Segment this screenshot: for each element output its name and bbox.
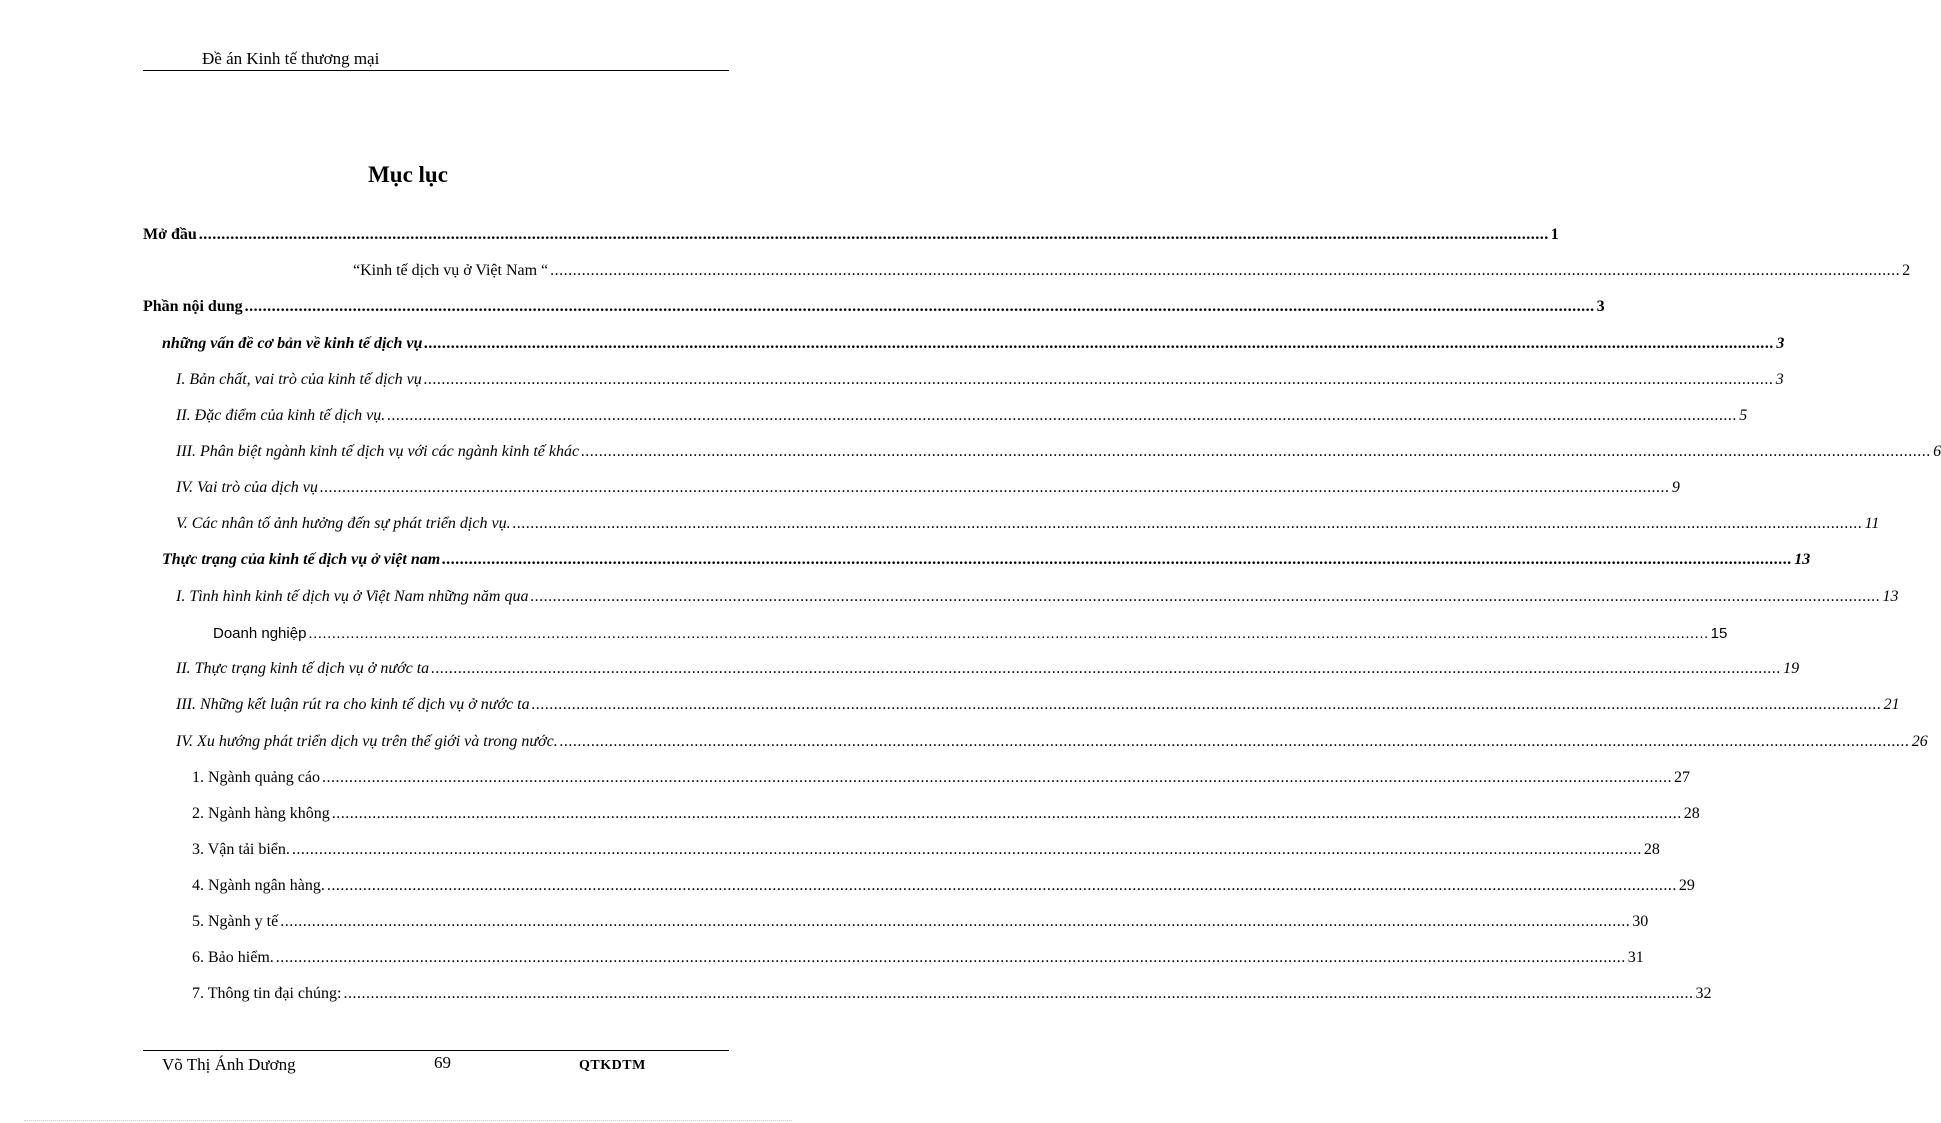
- toc-entry: [192, 949, 1644, 967]
- toc-leader-dots: ............................................................................................................................................................................................................................................................................................................: [431, 660, 1782, 677]
- toc-entry-label: 7. Thông tin đại chúng:: [192, 985, 342, 1002]
- toc-entry: [192, 877, 1695, 895]
- toc-entry: [176, 696, 1900, 714]
- toc-leader-dots: ............................................................................................................................................................................................................................................................................................................: [291, 841, 1642, 858]
- toc-entry: [176, 479, 1680, 497]
- toc-leader-dots: ............................................................................................................................................................................................................................................................................................................: [343, 985, 1694, 1002]
- toc-leader-dots: ............................................................................................................................................................................................................................................................................................................: [280, 913, 1631, 930]
- toc-leader-dots: ............................................................................................................................................................................................................................................................................................................: [550, 262, 1901, 279]
- toc-leader-dots: ............................................................................................................................................................................................................................................................................................................: [198, 226, 1549, 243]
- toc-leader-dots: ............................................................................................................................................................................................................................................................................................................: [581, 443, 1932, 460]
- toc-entry: [176, 407, 1748, 425]
- toc-entry: [353, 262, 1911, 280]
- toc-entry: [192, 805, 1700, 823]
- toc-entry-label: I. Tình hình kinh tế dịch vụ ở Việt Nam những năm qua: [176, 588, 529, 605]
- toc-entry-label: “Kinh tế dịch vụ ở Việt Nam “: [353, 262, 549, 279]
- toc-entry-page: 13: [1882, 588, 1899, 605]
- toc-entry-page: 9: [1671, 479, 1680, 496]
- toc-entry-page: 21: [1883, 696, 1900, 713]
- toc-entry-page: 32: [1695, 985, 1712, 1002]
- toc-entry-label: 5. Ngành y tế: [192, 913, 279, 930]
- toc-entry: [192, 985, 1712, 1003]
- footer-rule: [143, 1050, 729, 1051]
- toc-entry-page: 11: [1864, 515, 1880, 532]
- toc-entry-label: 1. Ngành quảng cáo: [192, 769, 320, 786]
- toc-title: Mục lục: [368, 162, 448, 187]
- toc-entry-label: những vấn đề cơ bản về kinh tế dịch vụ: [162, 335, 423, 352]
- toc-entry: [143, 298, 1605, 316]
- toc-leader-dots: ............................................................................................................................................................................................................................................................................................................: [331, 805, 1682, 822]
- toc-entry-label: 3. Vận tải biển.: [192, 841, 290, 858]
- toc-entry: [176, 443, 1941, 461]
- footer-page-number: 69: [434, 1053, 451, 1072]
- toc-entry: [143, 226, 1559, 244]
- toc-entry: [176, 588, 1899, 606]
- toc-entry: [176, 733, 1928, 751]
- toc-entry-page: 3: [1775, 371, 1784, 388]
- footer-author: Võ Thị Ánh Dương: [162, 1055, 296, 1074]
- toc-leader-dots: ............................................................................................................................................................................................................................................................................................................: [326, 877, 1677, 894]
- toc-entry-label: 6. Bảo hiểm.: [192, 949, 274, 966]
- toc-entry-page: 31: [1627, 949, 1644, 966]
- toc-entry: [213, 625, 1728, 642]
- toc-entry-label: V. Các nhân tố ảnh hưởng đến sự phát triển dịch vụ.: [176, 515, 511, 532]
- toc-entry-label: III. Những kết luận rút ra cho kinh tế dịch vụ ở nước ta: [176, 696, 530, 713]
- toc-entry-page: 15: [1710, 625, 1728, 642]
- toc-leader-dots: ............................................................................................................................................................................................................................................................................................................: [423, 371, 1774, 388]
- toc-entry-page: 1: [1550, 226, 1559, 243]
- toc-entry-page: 3: [1776, 335, 1785, 352]
- toc-entry: [176, 371, 1784, 389]
- toc-leader-dots: ............................................................................................................................................................................................................................................................................................................: [275, 949, 1626, 966]
- toc-entry: [192, 769, 1690, 787]
- toc-entry: [176, 515, 1880, 533]
- toc-entry-label: 4. Ngành ngân hàng.: [192, 877, 325, 894]
- toc-entry-label: Thực trạng của kinh tế dịch vụ ở việt nam: [162, 551, 441, 568]
- toc-entry-page: 26: [1911, 733, 1928, 750]
- toc-entry-page: 6: [1933, 443, 1941, 460]
- toc-leader-dots: ............................................................................................................................................................................................................................................................................................................: [244, 298, 1595, 315]
- toc-entry-label: III. Phân biệt ngành kinh tế dịch vụ với các ngành kinh tế khác: [176, 443, 580, 460]
- toc-leader-dots: ............................................................................................................................................................................................................................................................................................................: [512, 515, 1863, 532]
- toc-entry-page: 28: [1643, 841, 1660, 858]
- toc-entry-label: Phần nội dung: [143, 298, 243, 315]
- header-rule: [143, 70, 729, 71]
- toc-leader-dots: ............................................................................................................................................................................................................................................................................................................: [321, 769, 1672, 786]
- toc-entry-page: 30: [1632, 913, 1649, 930]
- toc-entry-label: IV. Xu hướng phát triển dịch vụ trên thế giới và trong nước.: [176, 733, 558, 750]
- toc-leader-dots: ............................................................................................................................................................................................................................................................................................................: [531, 696, 1882, 713]
- footer-code: QTKDTM: [579, 1058, 646, 1073]
- toc-entry-page: 13: [1794, 551, 1811, 568]
- toc-leader-dots: ............................................................................................................................................................................................................................................................................................................: [308, 625, 1709, 642]
- toc-entry: [192, 841, 1660, 859]
- toc-entry-page: 19: [1783, 660, 1800, 677]
- toc-entry: [176, 660, 1800, 678]
- page-border-dots: [24, 1120, 792, 1121]
- toc-entry-page: 3: [1596, 298, 1605, 315]
- toc-entry-label: Doanh nghiệp: [213, 625, 307, 642]
- header-title: Đề án Kinh tế thương mại: [202, 49, 380, 68]
- toc-entry-label: Mở đầu: [143, 226, 197, 243]
- toc-entry-page: 5: [1739, 407, 1748, 424]
- toc-leader-dots: ............................................................................................................................................................................................................................................................................................................: [559, 733, 1910, 750]
- toc-entry-label: I. Bản chất, vai trò của kinh tế dịch vụ: [176, 371, 422, 388]
- toc-entry-label: II. Thực trạng kinh tế dịch vụ ở nước ta: [176, 660, 430, 677]
- toc-entry-page: 28: [1683, 805, 1700, 822]
- toc-entry-page: 27: [1673, 769, 1690, 786]
- toc-leader-dots: ............................................................................................................................................................................................................................................................................................................: [319, 479, 1670, 496]
- toc-entry-label: II. Đặc điểm của kinh tế dịch vụ.: [176, 407, 386, 424]
- toc-entry-label: IV. Vai trò của dịch vụ: [176, 479, 318, 496]
- toc-leader-dots: ............................................................................................................................................................................................................................................................................................................: [530, 588, 1881, 605]
- toc-entry-label: 2. Ngành hàng không: [192, 805, 330, 822]
- toc-leader-dots: ............................................................................................................................................................................................................................................................................................................: [442, 551, 1793, 568]
- toc-entry: [162, 335, 1785, 353]
- toc-leader-dots: ............................................................................................................................................................................................................................................................................................................: [424, 335, 1775, 352]
- toc-entry-page: 2: [1902, 262, 1911, 279]
- toc-entry: [192, 913, 1649, 931]
- toc-entry-page: 29: [1678, 877, 1695, 894]
- toc-leader-dots: ............................................................................................................................................................................................................................................................................................................: [387, 407, 1738, 424]
- toc-entry: [162, 551, 1811, 569]
